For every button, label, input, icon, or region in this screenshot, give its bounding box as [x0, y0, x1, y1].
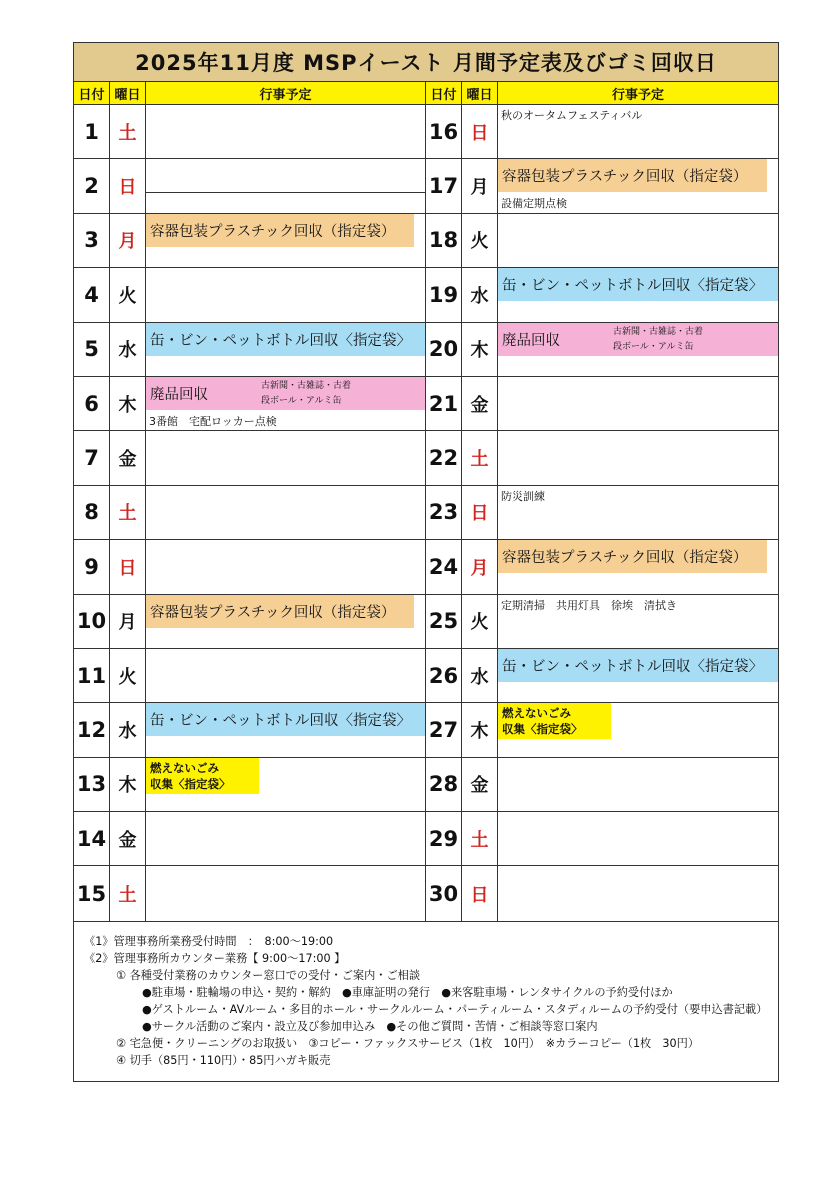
office-info [74, 921, 778, 1081]
footer-line: ●サークル活動のご案内・設立及び参加申込み ●その他ご質問・苦情・ご相談等窓口案内 [142, 1019, 598, 1033]
day-of-week: 火 [462, 214, 498, 267]
event-can-bottle-collection [146, 323, 425, 356]
day-number: 4 [74, 268, 110, 321]
day-of-week: 木 [110, 377, 146, 430]
cell-divider [146, 192, 425, 193]
event-cell [498, 377, 778, 430]
rows-left [74, 105, 425, 921]
event-paper-collection [146, 377, 425, 410]
event-cell [146, 540, 425, 593]
calendar-row [74, 758, 425, 812]
event-cell [146, 703, 425, 756]
day-of-week: 水 [110, 323, 146, 376]
event-plastic-collection [146, 595, 414, 628]
calendar-row [74, 595, 425, 649]
day-number: 8 [74, 486, 110, 539]
calendar-row [426, 214, 778, 268]
calendar-row [426, 703, 778, 757]
event-cell [498, 866, 778, 920]
day-of-week: 日 [462, 105, 498, 158]
event-line: 燃えないごみ [150, 760, 219, 775]
calendar-row [74, 268, 425, 322]
header-events: 行事予定 [611, 87, 664, 103]
calendar-left-half [74, 82, 426, 921]
calendar-row [426, 540, 778, 594]
event-note: 設備定期点検 [501, 197, 567, 211]
day-of-week: 土 [110, 486, 146, 539]
event-cell [498, 105, 778, 158]
event-cell [498, 214, 778, 267]
calendar-row [74, 703, 425, 757]
day-of-week: 木 [462, 323, 498, 376]
calendar-row [74, 105, 425, 159]
day-number: 30 [426, 866, 462, 920]
day-of-week: 金 [462, 758, 498, 811]
event-label: 廃品回収 [502, 332, 560, 349]
day-number: 20 [426, 323, 462, 376]
event-cell [498, 268, 778, 321]
event-cell [146, 214, 425, 267]
day-of-week: 木 [110, 758, 146, 811]
calendar-row [426, 486, 778, 540]
calendar-row [74, 431, 425, 485]
day-number: 27 [426, 703, 462, 756]
calendar-row [74, 812, 425, 866]
event-subnote-line: 段ボール・アルミ缶 [613, 341, 694, 352]
column-header [426, 82, 778, 105]
day-of-week: 木 [462, 703, 498, 756]
day-of-week: 金 [462, 377, 498, 430]
day-of-week: 月 [462, 540, 498, 593]
calendar-row [426, 159, 778, 213]
day-number: 13 [74, 758, 110, 811]
event-cell [146, 595, 425, 648]
event-cell [146, 431, 425, 484]
event-label: 容器包装プラスチック回収（指定袋） [502, 169, 748, 186]
day-of-week: 火 [110, 268, 146, 321]
day-of-week: 日 [110, 540, 146, 593]
day-of-week: 水 [462, 268, 498, 321]
event-cell [498, 486, 778, 539]
day-of-week: 土 [462, 431, 498, 484]
event-line: 収集〈指定袋〉 [150, 776, 231, 791]
day-number: 1 [74, 105, 110, 158]
day-number: 12 [74, 703, 110, 756]
calendar-row [74, 159, 425, 213]
day-number: 22 [426, 431, 462, 484]
day-number: 9 [74, 540, 110, 593]
event-cell [498, 758, 778, 811]
event-line: 燃えないごみ [502, 706, 571, 721]
calendar-row [74, 214, 425, 268]
calendar-row [74, 377, 425, 431]
calendar-row [426, 866, 778, 920]
event-label: 缶・ビン・ペットボトル回収〈指定袋〉 [502, 278, 763, 295]
header-day: 日付 [426, 82, 462, 104]
event-note: 定期清掃 共用灯具 徐埃 清拭き [501, 598, 677, 612]
footer-line: 《2》管理事務所カウンター業務【 9:00～17:00 】 [84, 951, 346, 965]
column-header [74, 82, 425, 105]
day-number: 16 [426, 105, 462, 158]
event-can-bottle-collection [498, 649, 778, 682]
day-number: 11 [74, 649, 110, 702]
footer-line: 《1》管理事務所業務受付時間 ： 8:00～19:00 [84, 934, 334, 948]
event-plastic-collection [498, 159, 767, 192]
event-nonburnable-collection [146, 758, 259, 794]
day-of-week: 土 [110, 866, 146, 920]
day-of-week: 日 [110, 159, 146, 212]
event-label: 容器包装プラスチック回収（指定袋） [150, 604, 396, 621]
header-events: 行事予定 [259, 87, 312, 103]
event-cell [146, 268, 425, 321]
event-cell [146, 486, 425, 539]
day-of-week: 月 [462, 159, 498, 212]
event-subnote-line: 段ボール・アルミ缶 [261, 395, 342, 406]
header-dow: 曜日 [110, 82, 146, 104]
day-number: 17 [426, 159, 462, 212]
header-day: 日付 [74, 82, 110, 104]
event-cell [146, 866, 425, 920]
footer-line: ① 各種受付業務のカウンター窓口での受付・ご案内・ご相談 [116, 968, 421, 982]
day-number: 2 [74, 159, 110, 212]
calendar-row [426, 812, 778, 866]
day-number: 14 [74, 812, 110, 865]
day-of-week: 月 [110, 595, 146, 648]
day-number: 10 [74, 595, 110, 648]
footer-line: ●ゲストルーム・AVルーム・多目的ホール・サークルルーム・パーティルーム・スタディルームの予約受付（要申込書記載） [142, 1002, 768, 1016]
day-of-week: 土 [110, 105, 146, 158]
day-of-week: 月 [110, 214, 146, 267]
event-cell [498, 431, 778, 484]
event-note: 防災訓練 [501, 489, 545, 503]
event-subnote [613, 325, 703, 355]
calendar-row [426, 758, 778, 812]
event-label: 廃品回収 [150, 386, 208, 403]
event-cell [498, 595, 778, 648]
event-label: 容器包装プラスチック回収（指定袋） [150, 223, 396, 240]
event-cell [498, 703, 778, 756]
day-number: 26 [426, 649, 462, 702]
event-subnote-line: 古新聞・古雑誌・古着 [613, 326, 704, 337]
event-can-bottle-collection [146, 703, 425, 736]
event-line: 収集〈指定袋〉 [502, 722, 583, 737]
day-of-week: 火 [110, 649, 146, 702]
day-number: 18 [426, 214, 462, 267]
day-of-week: 火 [462, 595, 498, 648]
event-cell [146, 323, 425, 376]
day-of-week: 日 [462, 866, 498, 920]
day-number: 7 [74, 431, 110, 484]
day-number: 3 [74, 214, 110, 267]
day-number: 21 [426, 377, 462, 430]
calendar-row [74, 486, 425, 540]
event-cell [498, 649, 778, 702]
footer-line: ④ 切手（85円・110円）・85円ハガキ販売 [116, 1053, 331, 1067]
event-cell [498, 323, 778, 376]
event-plastic-collection [146, 214, 414, 247]
rows-right [426, 105, 778, 921]
day-number: 28 [426, 758, 462, 811]
day-of-week: 土 [462, 812, 498, 865]
event-cell [146, 812, 425, 865]
event-note: 3番館 宅配ロッカー点検 [149, 414, 277, 428]
event-cell [146, 105, 425, 158]
day-of-week: 水 [462, 649, 498, 702]
event-label: 缶・ビン・ペットボトル回収〈指定袋〉 [150, 713, 411, 730]
event-can-bottle-collection [498, 268, 778, 301]
event-cell [146, 377, 425, 430]
calendar-row [426, 431, 778, 485]
footer-line: ② 宅急便・クリーニングのお取扱い ③コピー・ファックスサービス（1枚 10円） ※カラーコピー（1枚 30円） [116, 1036, 700, 1050]
event-label: 缶・ビン・ペットボトル回収〈指定袋〉 [502, 658, 763, 675]
day-number: 24 [426, 540, 462, 593]
schedule-sheet [73, 42, 779, 1082]
event-cell [146, 758, 425, 811]
calendar-row [426, 105, 778, 159]
event-cell [146, 159, 425, 212]
day-of-week: 日 [462, 486, 498, 539]
day-number: 19 [426, 268, 462, 321]
event-cell [498, 540, 778, 593]
calendar [74, 82, 778, 921]
event-cell [146, 649, 425, 702]
footer-line: ●駐車場・駐輪場の申込・契約・解約 ●車庫証明の発行 ●来客駐車場・レンタサイクルの予約受付ほか [142, 985, 673, 999]
event-paper-collection [498, 323, 778, 356]
day-number: 15 [74, 866, 110, 920]
calendar-row [426, 268, 778, 322]
calendar-row [426, 323, 778, 377]
event-subnote [261, 379, 351, 409]
event-label: 缶・ビン・ペットボトル回収〈指定袋〉 [150, 332, 411, 349]
calendar-row [74, 866, 425, 920]
event-nonburnable-collection [498, 703, 611, 739]
day-number: 23 [426, 486, 462, 539]
event-cell [498, 812, 778, 865]
calendar-row [74, 540, 425, 594]
event-note: 秋のオータムフェスティバル [501, 109, 643, 122]
day-number: 25 [426, 595, 462, 648]
event-subnote-line: 古新聞・古雑誌・古着 [261, 380, 352, 391]
day-of-week: 水 [110, 703, 146, 756]
day-of-week: 金 [110, 812, 146, 865]
calendar-row [426, 377, 778, 431]
page-title: 2025年11月度 MSPイースト 月間予定表及びゴミ回収日 [74, 43, 778, 82]
calendar-row [426, 595, 778, 649]
calendar-row [74, 649, 425, 703]
day-number: 29 [426, 812, 462, 865]
day-number: 6 [74, 377, 110, 430]
event-cell [498, 159, 778, 212]
event-label: 容器包装プラスチック回収（指定袋） [502, 550, 748, 567]
calendar-row [426, 649, 778, 703]
day-of-week: 金 [110, 431, 146, 484]
calendar-row [74, 323, 425, 377]
event-plastic-collection [498, 540, 767, 573]
calendar-right-half [426, 82, 778, 921]
day-number: 5 [74, 323, 110, 376]
header-dow: 曜日 [462, 82, 498, 104]
